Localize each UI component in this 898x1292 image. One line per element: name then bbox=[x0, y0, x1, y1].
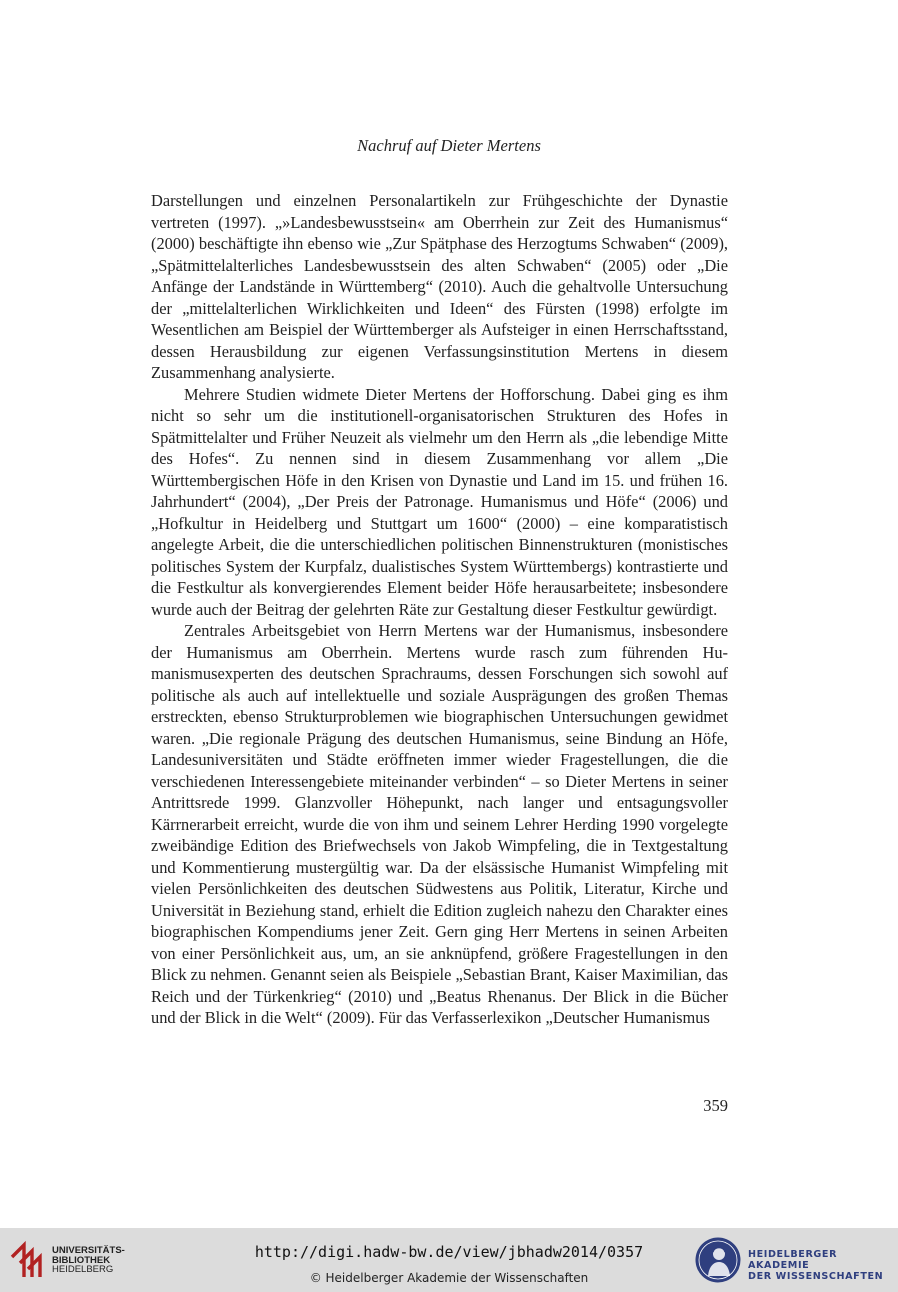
academy-label-line1: HEIDELBERGER AKADEMIE bbox=[748, 1249, 838, 1271]
body-text bbox=[151, 190, 728, 1029]
academy-label-line2: DER WISSENSCHAFTEN bbox=[748, 1271, 884, 1282]
page-number: 359 bbox=[703, 1096, 728, 1115]
paragraph-2: Mehrere Studien widmete Dieter Mertens der Hofforschung. Dabei ging es ihm nicht so sehr um die institutionell-organisatorischen Strukturen des Hofes in Spätmittelalter und Früher Neuzeit als vielmehr um den Herrn als „die lebendige Mitte des Hofes“. Zu nennen sind in diesem Zusammenhang vor allem „Die Württembergischen Höfe in den Krisen von Dynastie und Land im 15. und frühen 16. Jahrhundert“ (2004), „Der Preis der Patronage. Humanismus und Höfe“ (2006) und „Hofkultur in Heidelberg und Stuttgart um 1600“ (2000) – eine komparatistisch angelegte Arbeit, die die unterschiedlichen politischen Binnenstrukturen (monistisches politisches System der Kurpfalz, dualistisches System Württembergs) kontrastierte und die Festkultur als konvergierendes Element beider Höfe herausarbeitete; insbesondere wurde auch der Beitrag der gelehrten Räte zur Gestaltung dieser Festkultur gewürdigt. bbox=[151, 384, 728, 619]
academy-label bbox=[748, 1249, 898, 1282]
ub-label-line1: UNIVERSITÄTS- bbox=[52, 1245, 125, 1256]
ub-label-line2: BIBLIOTHEK bbox=[52, 1254, 111, 1266]
paragraph-1: Darstellungen und einzelnen Personalartikeln zur Frühgeschichte der Dynastie vertreten (1997). „»Landesbewusstsein« am Oberrhein zur Zeit des Humanismus“ (2000) beschäftigte ihn ebenso wie „Zur Spätphase des Herzogtums Schwaben“ (2009), „Spätmittelalterliches Landesbewusstsein des alten Schwaben“ (2005) oder „Die Anfänge der Landstände in Württemberg“ (2010). Auch die gehaltvolle Untersuchung der „mittelalterlichen Wirklichkeiten und Ideen“ des Fürsten (1998) erfolgte im Wesentlichen am Beispiel der Württemberger als Aufsteiger in einen Herrschaftsstand, dessen Herausbildung zur eigenen Verfassungsinstitution Mertens in diesem Zusammenhang analysierte. bbox=[151, 191, 728, 382]
footer-bar bbox=[0, 1228, 898, 1292]
copyright-notice: © Heidelberger Akademie der Wissenschaften bbox=[309, 1271, 589, 1285]
ub-label-line3: HEIDELBERG bbox=[52, 1264, 114, 1275]
paragraph-3: Zentrales Arbeitsgebiet von Herrn Mertens war der Humanismus, insbesondere der Humanismus am Oberrhein. Mertens wurde rasch zum führenden Humanismusexperten des deutschen Sprachraums, dessen Forschungen sich sowohl auf politische als auch auf intellektuelle und soziale Ausprägungen des großen Themas erstreckten, ebenso Strukturproblemen wie biographischen Untersuchungen gewidmet waren. „Die regionale Prägung des deutschen Humanismus, seine Bindung an Höfe, Landesuniversitäten und Städte eröffneten immer wieder Fragestellungen, die die verschiedenen Interessengebiete miteinander verbinden“ – so Dieter Mertens in seiner Antrittsrede 1999. Glanzvoller Höhepunkt, nach langer und entsagungsvoller Kärrnerarbeit erreicht, wurde die von ihm und seinem Lehrer Herding 1990 vorgelegte zweibändige Edition des Briefwechsels von Jakob Wimpfeling, die in Textgestaltung und Kommentierung mustergültig war. Da der elsässische Humanist Wimpfeling mit vielen Persönlichkeiten des deutschen Südwestens aus Politik, Literatur, Kirche und Universität in Beziehung stand, erhielt die Edition zugleich nahezu den Charakter eines biographischen Kompendiums jener Zeit. Gern ging Herr Mertens in seinen Arbeiten von einer Persönlichkeit aus, um, an sie anknüpfend, größere Fragestellungen in den Blick zu nehmen. Genannt seien als Beispiele „Sebastian Brant, Kaiser Maximilian, das Reich und der Türkenkrieg“ (2010) und „Beatus Rhenanus. Der Blick in die Bücher und der Blick in die Welt“ (2009). Für das Verfasserlexikon „Deutscher Humanismus bbox=[151, 621, 728, 1027]
permalink-url[interactable]: http://digi.hadw-bw.de/view/jbhadw2014/0357 bbox=[254, 1243, 644, 1261]
running-title: Nachruf auf Dieter Mertens bbox=[357, 136, 541, 155]
academy-seal-icon[interactable] bbox=[694, 1236, 742, 1284]
